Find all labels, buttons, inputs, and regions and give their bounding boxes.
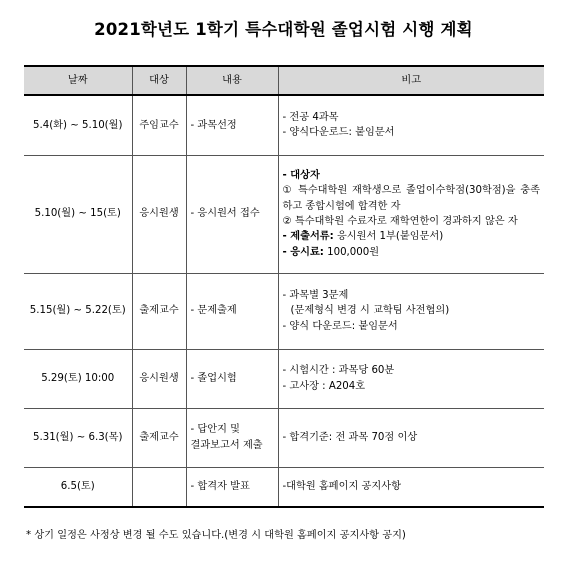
note-line: - 고사장 : A204호 <box>282 380 366 392</box>
table-row <box>24 273 544 349</box>
note-label: - 응시료: <box>282 246 324 258</box>
cell-note <box>278 349 544 408</box>
cell-content <box>186 408 278 467</box>
note-label: - 제출서류: <box>282 231 334 243</box>
note-value: 100,000원 <box>323 246 380 258</box>
content-line: - 문제출제 <box>190 305 237 317</box>
note-line: - 시험시간 : 과목당 60분 <box>282 365 395 377</box>
table-header-row <box>24 66 544 95</box>
cell-target: 출제교수 <box>132 408 186 467</box>
content-line: 결과보고서 제출 <box>190 439 263 451</box>
cell-date: 5.29(토) 10:00 <box>24 349 132 408</box>
cell-date: 5.10(월) ~ 15(토) <box>24 155 132 273</box>
content-line: - 답안지 및 <box>190 424 241 436</box>
note-line <box>283 229 541 244</box>
cell-content <box>186 467 278 507</box>
cell-content <box>186 155 278 273</box>
table-row <box>24 95 544 155</box>
document-title: 2021학년도 1학기 특수대학원 졸업시험 시행 계획 <box>94 20 473 39</box>
note-line: - 양식다운로드: 붙임문서 <box>282 127 395 139</box>
note-line: ① 특수대학원 재학생으로 졸업이수학점(30학점)을 충족하고 종합시험에 합격한 자 <box>282 185 540 212</box>
note-line: - 합격기준: 전 과목 70점 이상 <box>282 431 418 443</box>
cell-target: 응시원생 <box>132 349 186 408</box>
content-line: - 합격자 발표 <box>190 481 250 493</box>
note-line <box>283 245 541 260</box>
note-line: (문제형식 변경 시 교학팀 사전협의) <box>290 305 450 317</box>
table-row <box>24 349 544 408</box>
header-content: 내용 <box>186 66 278 95</box>
header-target: 대상 <box>132 66 186 95</box>
note-value: 응시원서 1부(붙임문서) <box>333 231 444 243</box>
cell-date: 6.5(토) <box>24 467 132 507</box>
cell-target <box>132 467 186 507</box>
table-row <box>24 408 544 467</box>
note-line: - 양식 다운로드: 붙임문서 <box>282 320 398 332</box>
cell-target: 주임교수 <box>132 95 186 155</box>
header-date: 날짜 <box>24 66 132 95</box>
cell-note <box>278 95 544 155</box>
cell-date: 5.15(월) ~ 5.22(토) <box>24 273 132 349</box>
cell-content <box>186 95 278 155</box>
cell-note <box>278 273 544 349</box>
content-line: - 졸업시험 <box>190 372 237 384</box>
footnote: * 상기 일정은 사정상 변경 될 수도 있습니다.(변경 시 대학원 홈페이지 공지사항 공지) <box>26 530 406 541</box>
header-note: 비고 <box>278 66 544 95</box>
table-row <box>24 155 544 273</box>
cell-content <box>186 349 278 408</box>
cell-target: 응시원생 <box>132 155 186 273</box>
cell-content <box>186 273 278 349</box>
note-line: ② 특수대학원 수료자로 재학연한이 경과하지 않은 자 <box>282 216 518 227</box>
cell-note <box>278 155 544 273</box>
cell-target: 출제교수 <box>132 273 186 349</box>
cell-date: 5.4(화) ~ 5.10(월) <box>24 95 132 155</box>
content-line: - 과목선정 <box>190 119 237 131</box>
cell-note <box>278 408 544 467</box>
note-line: - 전공 4과목 <box>282 111 339 123</box>
note-line: - 대상자 <box>282 170 320 182</box>
cell-date: 5.31(월) ~ 6.3(목) <box>24 408 132 467</box>
content-line: - 응시원서 접수 <box>190 208 260 220</box>
table-row <box>24 467 544 507</box>
note-line: -대학원 홈페이지 공지사항 <box>282 481 401 493</box>
note-line: - 과목별 3문제 <box>282 290 349 302</box>
cell-note <box>278 467 544 507</box>
schedule-table <box>24 65 544 508</box>
